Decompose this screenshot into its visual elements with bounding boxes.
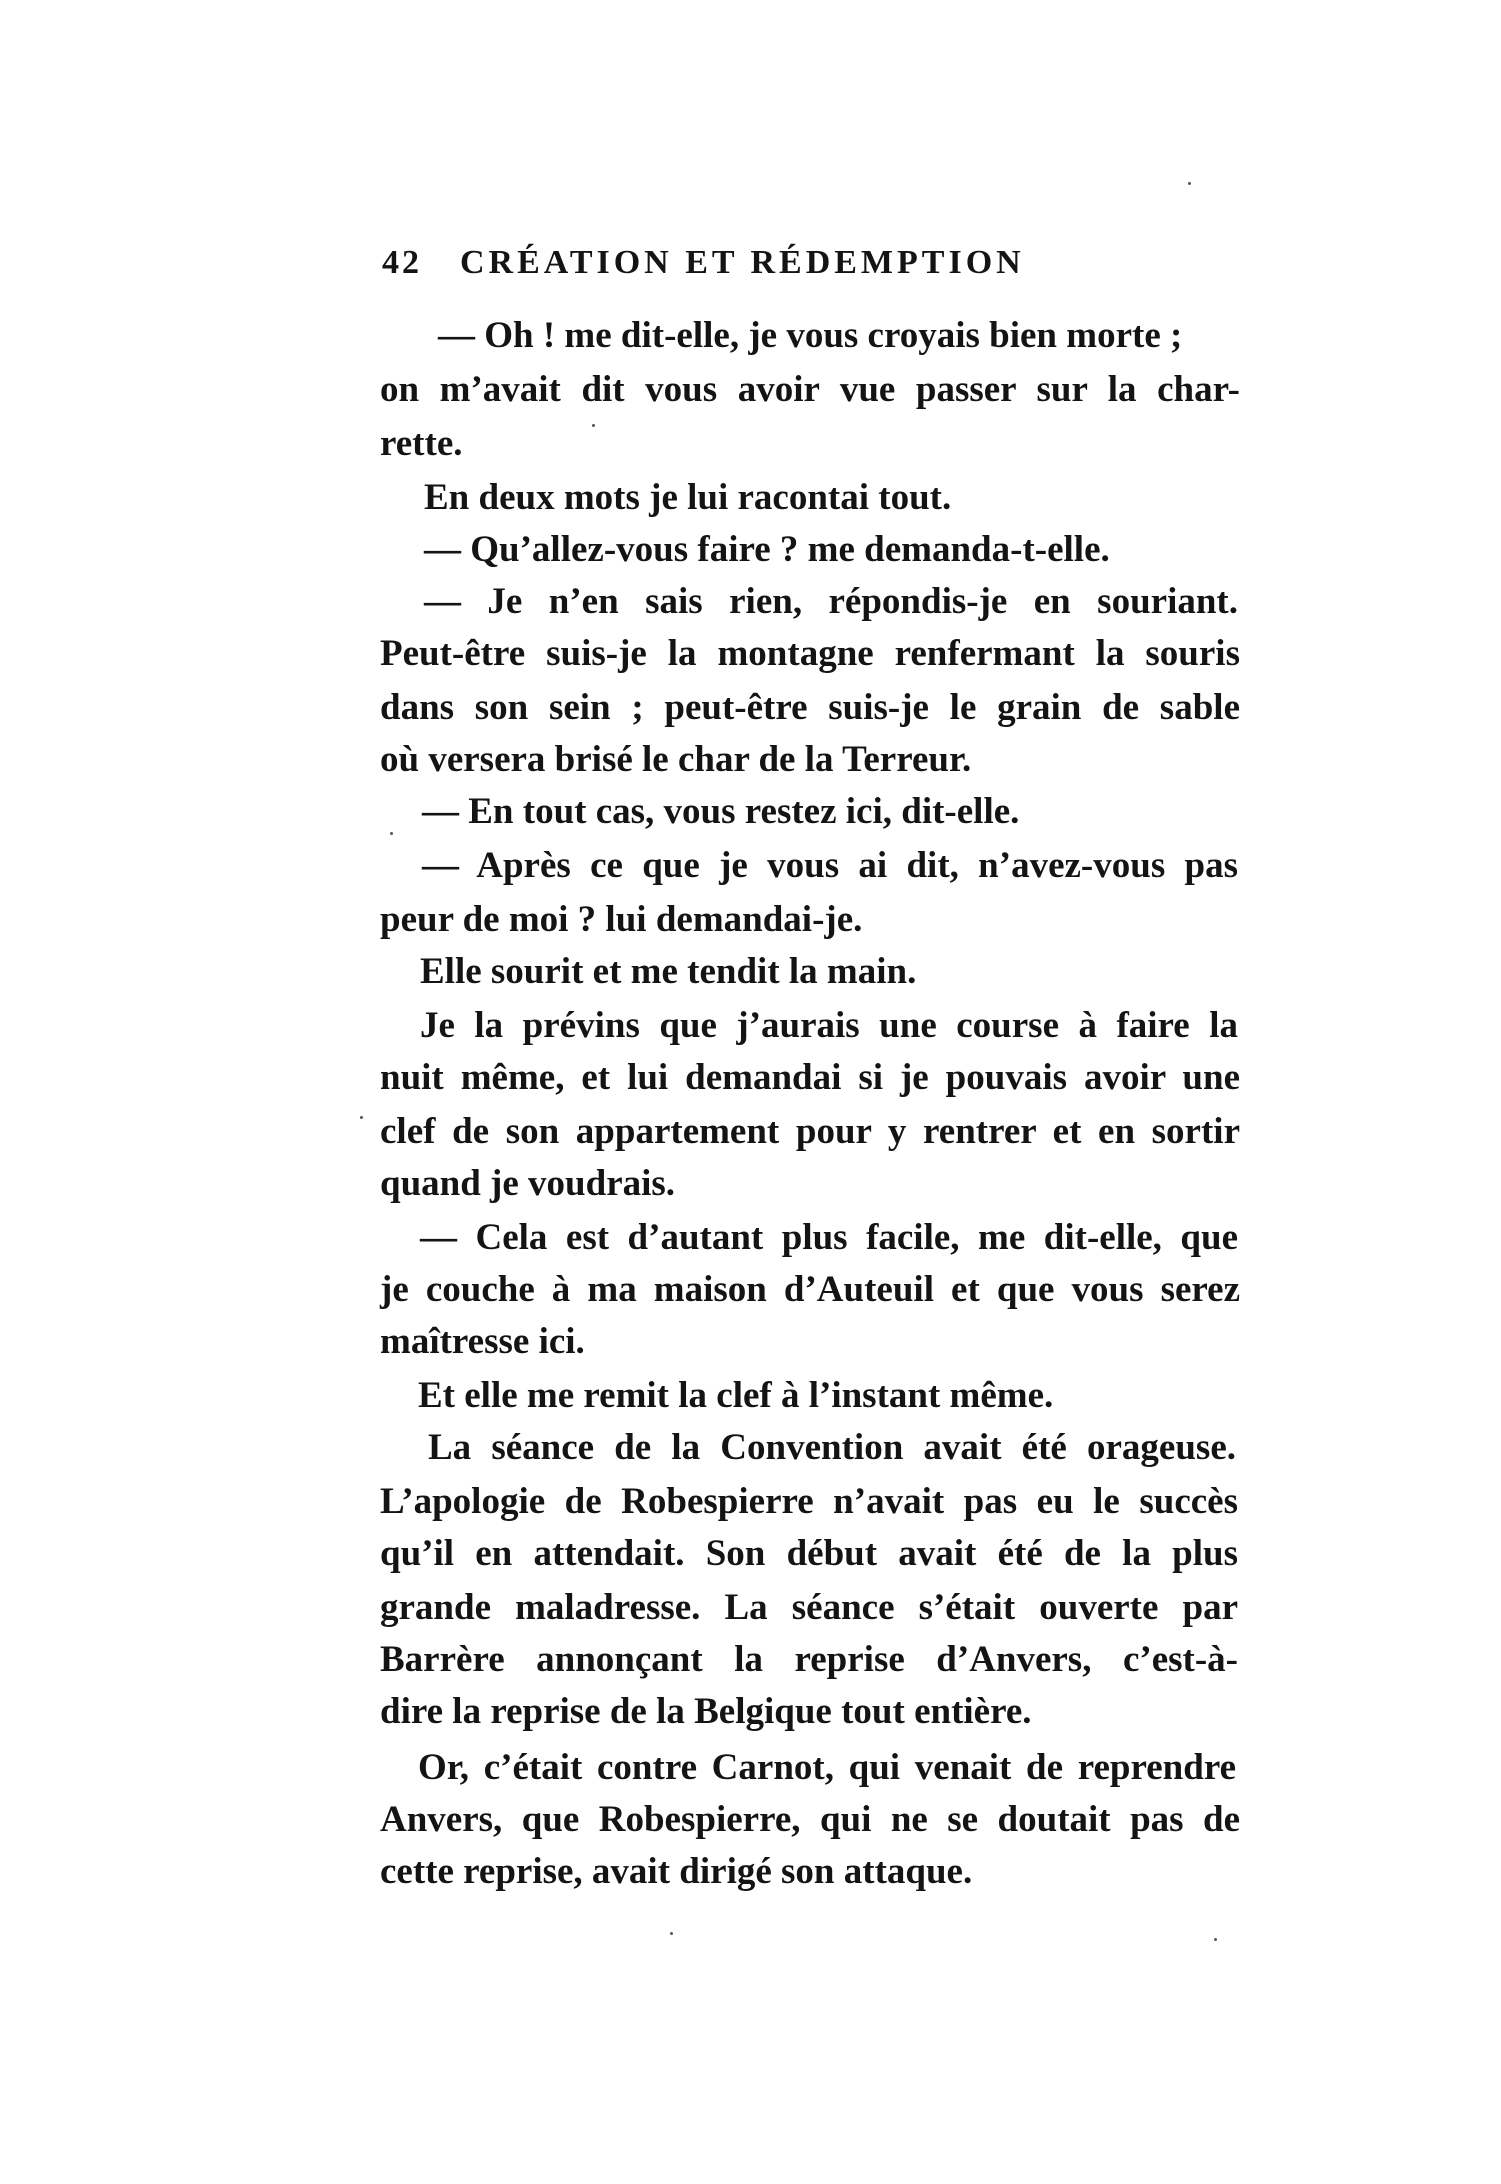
- text-line: L’apologie de Robespierre n’avait pas eu le succès: [380, 1481, 1238, 1522]
- text-line: En deux mots je lui racontai tout.: [424, 477, 952, 518]
- text-line: — En tout cas, vous restez ici, dit-elle.: [422, 791, 1020, 832]
- text-line: cette reprise, avait dirigé son attaque.: [380, 1851, 973, 1892]
- scan-speck: [360, 1116, 363, 1119]
- text-line: — Qu’allez-vous faire ? me demanda-t-elle.: [424, 529, 1110, 570]
- text-line: — Oh ! me dit-elle, je vous croyais bien morte ;: [438, 315, 1183, 356]
- text-line: — Après ce que je vous ai dit, n’avez-vous pas: [422, 845, 1238, 886]
- text-line: Elle sourit et me tendit la main.: [420, 951, 917, 992]
- text-line: peur de moi ? lui demandai-je.: [380, 899, 863, 940]
- scan-speck: [1188, 182, 1191, 185]
- text-line: Et elle me remit la clef à l’instant même.: [418, 1375, 1054, 1416]
- text-line: Anvers, que Robespierre, qui ne se doutait pas de: [380, 1799, 1240, 1840]
- text-line: je couche à ma maison d’Auteuil et que vous serez: [380, 1269, 1240, 1310]
- text-line: qu’il en attendait. Son début avait été de la plus: [380, 1533, 1238, 1574]
- text-line: Barrère annonçant la reprise d’Anvers, c’est-à-: [380, 1639, 1238, 1680]
- text-line: maîtresse ici.: [380, 1321, 585, 1362]
- scan-speck: [670, 1932, 673, 1935]
- text-line: où versera brisé le char de la Terreur.: [380, 739, 972, 780]
- text-line: — Je n’en sais rien, répondis-je en souriant.: [424, 581, 1238, 622]
- scan-speck: [1214, 1938, 1217, 1941]
- text-line: rette.: [380, 423, 463, 464]
- text-line: on m’avait dit vous avoir vue passer sur la char-: [380, 369, 1240, 410]
- text-line: Or, c’était contre Carnot, qui venait de reprendre: [418, 1747, 1236, 1788]
- text-line: Peut-être suis-je la montagne renfermant la souris: [380, 633, 1240, 674]
- text-line: — Cela est d’autant plus facile, me dit-elle, que: [420, 1217, 1238, 1258]
- text-line: clef de son appartement pour y rentrer et en sortir: [380, 1111, 1240, 1152]
- text-line: quand je voudrais.: [380, 1163, 676, 1204]
- text-line: dans son sein ; peut-être suis-je le grain de sable: [380, 687, 1240, 728]
- scan-speck: [390, 832, 393, 835]
- text-line: nuit même, et lui demandai si je pouvais avoir une: [380, 1057, 1240, 1098]
- text-line: grande maladresse. La séance s’était ouverte par: [380, 1587, 1238, 1628]
- page-number: 42: [382, 244, 422, 281]
- running-header: [382, 244, 1222, 288]
- text-line: La séance de la Convention avait été orageuse.: [428, 1427, 1236, 1468]
- text-line: dire la reprise de la Belgique tout entière.: [380, 1691, 1032, 1732]
- scan-speck: [592, 424, 595, 427]
- text-line: Je la prévins que j’aurais une course à faire la: [420, 1005, 1238, 1046]
- running-title: CRÉATION ET RÉDEMPTION: [460, 244, 1025, 281]
